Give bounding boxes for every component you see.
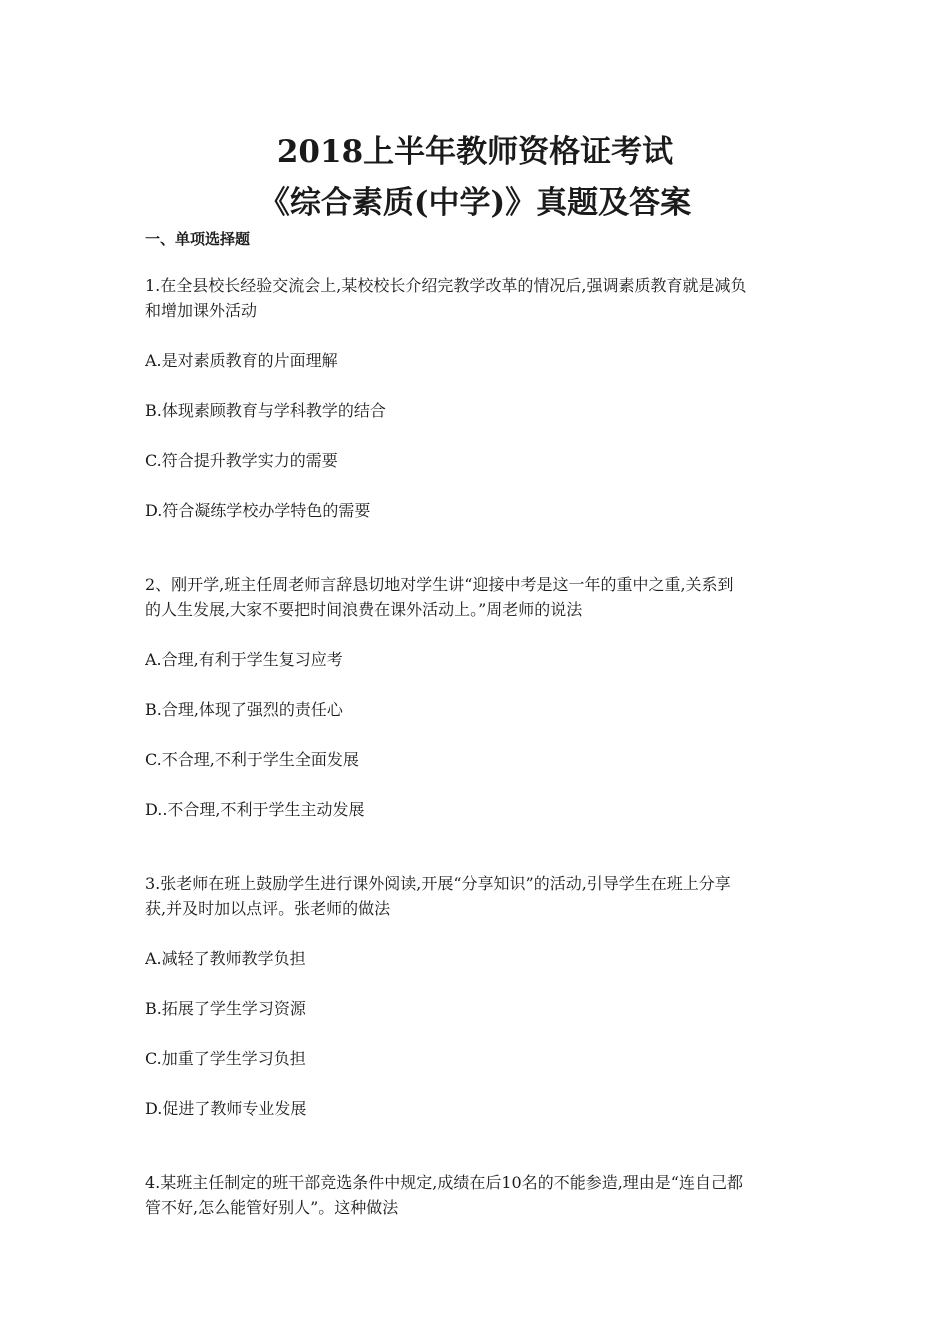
question-1-option-b: B.体现素顾教育与学科教学的结合 (145, 401, 386, 420)
question-2-stem-line-2: 的人生发展,大家不要把时间浪费在课外活动上。”周老师的说法 (145, 600, 583, 619)
question-2-option-a: A.合理,有利于学生复习应考 (145, 650, 343, 669)
question-1-option-d: D.符合凝练学校办学特色的需要 (145, 501, 371, 520)
question-3-option-a: A.减轻了教师教学负担 (145, 949, 306, 968)
question-3-stem-line-2: 获,并及时加以点评。张老师的做法 (145, 899, 391, 918)
question-4-stem-line-2: 管不好,怎么能管好别人”。这种做法 (145, 1198, 399, 1217)
document-title-line1: 2018上半年教师资格证考试 (276, 134, 674, 170)
question-3-option-c: C.加重了学生学习负担 (145, 1049, 306, 1068)
question-3-option-d: D.促进了教师专业发展 (145, 1099, 307, 1118)
question-4-stem-line-1: 4.某班主任制定的班干部竞选条件中规定,成绩在后10名的不能参造,理由是“连自己都 (145, 1173, 743, 1192)
question-2-stem-line-1: 2、刚开学,班主任周老师言辞恳切地对学生讲“迎接中考是这一年的重中之重,关系到 (145, 575, 734, 594)
question-3-option-b: B.拓展了学生学习资源 (145, 999, 306, 1018)
document-title-line2: 《综合素质(中学)》真题及答案 (258, 185, 692, 221)
question-1-option-a: A.是对素质教育的片面理解 (145, 351, 338, 370)
question-1-stem-line-1: 1.在全县校长经验交流会上,某校校长介绍完教学改革的情况后,强调素质教育就是减负 (145, 276, 747, 295)
question-2-option-d: D..不合理,不利于学生主动发展 (145, 800, 365, 819)
question-2-option-c: C.不合理,不利于学生全面发展 (145, 750, 359, 769)
question-3-stem-line-1: 3.张老师在班上鼓励学生进行课外阅读,开展“分享知识”的活动,引导学生在班上分享 (145, 874, 731, 893)
section-heading: 一、单项选择题 (145, 230, 251, 248)
question-1-stem-line-2: 和增加课外活动 (145, 301, 258, 320)
question-1-option-c: C.符合提升教学实力的需要 (145, 451, 338, 470)
question-2-option-b: B.合理,体现了强烈的责任心 (145, 700, 343, 719)
